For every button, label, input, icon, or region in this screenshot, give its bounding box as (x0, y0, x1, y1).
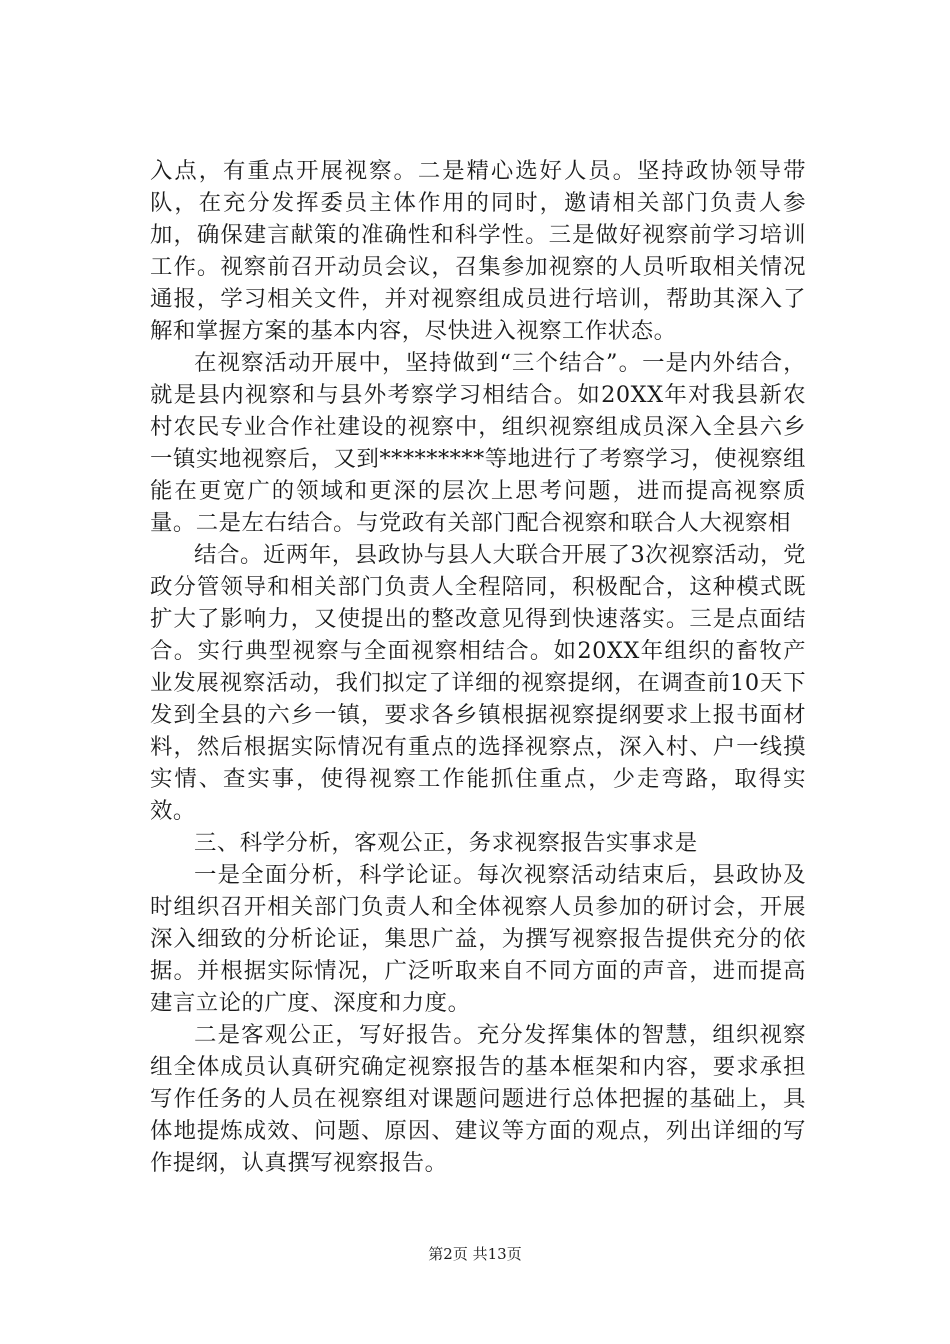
paragraph-2: 在视察活动开展中，坚持做到“三个结合”。一是内外结合，就是县内视察和与县外考察学习相结合。如20XX年对我县新农村农民专业合作社建设的视察中，组织视察组成员深入全县六乡一镇实地视察后，又到*********等地进行了考察学习，使视察组能在更宽广的领域和更深的层次上思考问题，进而提高视察质量。二是左右结合。与党政有关部门配合视察和联合人大视察相 (150, 350, 806, 536)
section-heading: 三、科学分析，客观公正，务求视察报告实事求是 (194, 830, 698, 856)
paragraph-1: 入点，有重点开展视察。二是精心选好人员。坚持政协领导带队，在充分发挥委员主体作用的同时，邀请相关部门负责人参加，确保建言献策的准确性和科学性。三是做好视察前学习培训工作。视察前召开动员会议，召集参加视察的人员听取相关情况通报，学习相关文件，并对视察组成员进行培训，帮助其深入了解和掌握方案的基本内容，尽快进入视察工作状态。 (150, 158, 806, 344)
document-body (150, 155, 806, 1179)
paragraph-5: 二是客观公正，写好报告。充分发挥集体的智慧，组织视察组全体成员认真研究确定视察报告的基本框架和内容，要求承担写作任务的人员在视察组对课题问题进行总体把握的基础上，具体地提炼成效、问题、原因、建议等方面的观点，列出详细的写作提纲，认真撰写视察报告。 (150, 1022, 806, 1176)
paragraph-4: 一是全面分析，科学论证。每次视察活动结束后，县政协及时组织召开相关部门负责人和全体视察人员参加的研讨会，开展深入细致的分析论证，集思广益，为撰写视察报告提供充分的依据。并根据实际情况，广泛听取来自不同方面的声音，进而提高建言立论的广度、深度和力度。 (150, 862, 806, 1016)
paragraph-3: 结合。近两年，县政协与县人大联合开展了3次视察活动，党政分管领导和相关部门负责人全程陪同，积极配合，这种模式既扩大了影响力，又使提出的整改意见得到快速落实。三是点面结合。实行典型视察与全面视察相结合。如20XX年组织的畜牧产业发展视察活动，我们拟定了详细的视察提纲，在调查前10天下发到全县的六乡一镇，要求各乡镇根据视察提纲要求上报书面材料，然后根据实际情况有重点的选择视察点，深入村、户一线摸实情、查实事，使得视察工作能抓住重点，少走弯路，取得实效。 (150, 542, 806, 824)
page-number-footer: 第2页 共13页 (428, 1245, 522, 1263)
